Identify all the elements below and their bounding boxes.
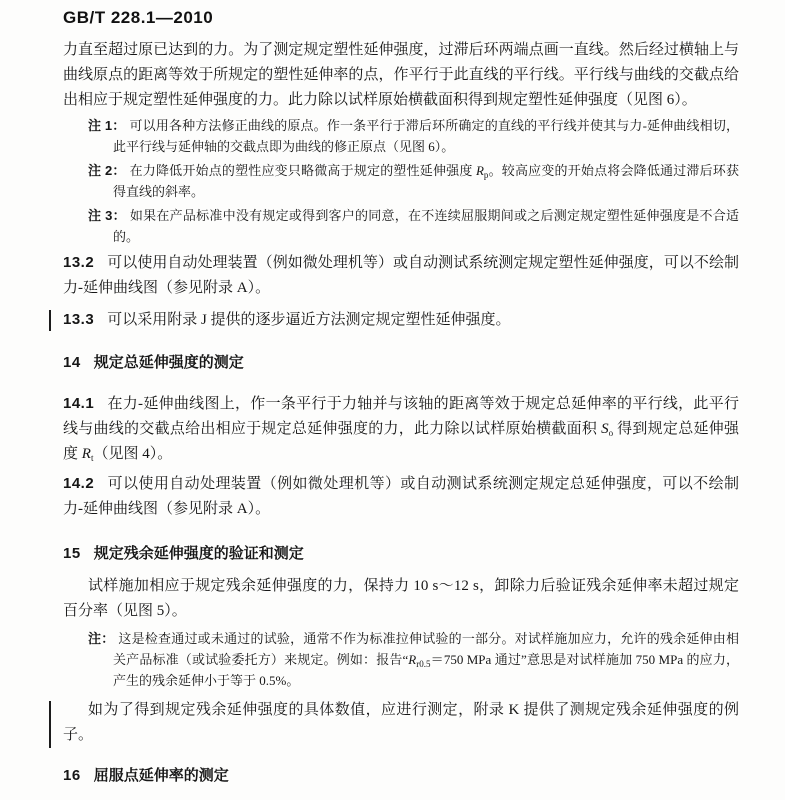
clause-14-1-text-3: （见图 4）。 <box>93 446 173 462</box>
note-15-label: 注： <box>88 631 115 646</box>
section-heading-14 <box>63 353 739 373</box>
notes-clause-13 <box>63 115 739 247</box>
note-15-text-1: 这是检查通过或未通过的试验，通常不作为标准拉伸试验的一部分。对试样施加应力，允许的残余延伸由相关产品标准（或试验委托方）来规定。例如：报告“ <box>113 631 739 667</box>
section-16-title: 屈服点延伸率的测定 <box>93 767 229 784</box>
para-15-2 <box>63 698 739 748</box>
section-15-title: 规定残余延伸强度的验证和测定 <box>93 545 304 562</box>
note-3-label: 注 3： <box>88 208 126 223</box>
clause-14-1-text-1: 在力-延伸曲线图上，作一条平行于力轴并与该轴的距离等效于规定总延伸率的平行线，此平行线与曲线的交截点给出相应于规定总延伸强度的力，此力除以试样原始横截面积 <box>63 396 739 437</box>
doc-number: GB/T 228.1—2010 <box>63 8 214 27</box>
symbol-Rr05-subscript: r0.5 <box>416 659 431 669</box>
clause-14-1 <box>63 391 739 467</box>
revision-bar-13-3 <box>49 310 51 331</box>
clause-14-1-number: 14.1 <box>63 395 95 412</box>
symbol-Rr05: R <box>408 652 417 667</box>
section-16-number: 16 <box>63 767 81 784</box>
section-heading-15 <box>63 544 739 564</box>
note-2 <box>63 160 739 202</box>
clause-13-3 <box>63 307 739 333</box>
clause-13-2-text: 可以使用自动处理装置（例如微处理机等）或自动测试系统测定规定塑性延伸强度，可以不绘制力-延伸曲线图（参见附录 A）。 <box>63 255 739 296</box>
section-14-title: 规定总延伸强度的测定 <box>93 354 244 371</box>
note-3 <box>63 205 739 247</box>
note-1-text: 可以用各种方法修正曲线的原点。作一条平行于滞后环所确定的直线的平行线并使其与力-延伸曲线相切，此平行线与延伸轴的交截点即为曲线的修正原点（见图 6）。 <box>113 118 739 154</box>
symbol-So: S <box>601 421 609 437</box>
para-15-1 <box>63 574 739 624</box>
symbol-Rp-subscript: p <box>483 170 489 180</box>
symbol-Rt: R <box>81 446 91 462</box>
note-15-text-2: ＝750 MPa 通过”意思是对试样施加 750 MPa 的应力，产生的残余延伸小于等于 0.5%。 <box>113 652 739 688</box>
note-1-label: 注 1： <box>88 118 126 133</box>
clause-13-2 <box>63 250 739 301</box>
section-15-number: 15 <box>63 545 81 562</box>
clause-13-2-number: 13.2 <box>63 254 95 271</box>
para-13-1-continuation <box>63 38 739 113</box>
para-15-1-text: 试样施加相应于规定残余延伸强度的力，保持力 10 s～12 s，卸除力后验证残余延伸率未超过规定百分率（见图 5）。 <box>63 578 739 619</box>
note-2-text-1: 在力降低开始点的塑性应变只略微高于规定的塑性延伸强度 <box>129 163 476 178</box>
note-15 <box>63 628 739 691</box>
note-1 <box>63 115 739 157</box>
clause-13-3-text: 可以采用附录 J 提供的逐步逼近方法测定规定塑性延伸强度。 <box>107 312 511 328</box>
symbol-Rt-subscript: t <box>90 453 94 463</box>
clause-13-3-number: 13.3 <box>63 311 95 328</box>
para-13-1-text: 力直至超过原已达到的力。为了测定规定塑性延伸强度，过滞后环两端点画一直线。然后经过横轴上与曲线原点的距离等效于所规定的塑性延伸率的点，作平行于此直线的平行线。平行线与曲线的交截点给出相应于规定塑性延伸强度的力。此力除以试样原始横截面积得到规定塑性延伸强度（见图 6）。 <box>63 42 739 108</box>
clause-14-2 <box>63 471 739 522</box>
section-heading-16 <box>63 766 739 786</box>
revision-bar-15-2 <box>49 701 51 748</box>
symbol-So-subscript: o <box>608 428 614 438</box>
clause-14-2-number: 14.2 <box>63 475 95 492</box>
note-3-text: 如果在产品标准中没有规定或得到客户的同意，在不连续屈服期间或之后测定规定塑性延伸强度是不合适的。 <box>113 208 739 244</box>
clause-14-1-text-2: 得到规定总延伸强度 <box>63 421 739 462</box>
para-15-2-text: 如为了得到规定残余延伸强度的具体数值，应进行测定，附录 K 提供了测规定残余延伸强度的例子。 <box>63 702 739 743</box>
clause-14-2-text: 可以使用自动处理装置（例如微处理机等）或自动测试系统测定规定总延伸强度，可以不绘制力-延伸曲线图（参见附录 A）。 <box>63 476 739 517</box>
note-2-text-2: 。较高应变的开始点将会降低通过滞后环获得直线的斜率。 <box>113 163 739 199</box>
symbol-Rp: R <box>475 163 484 178</box>
note-2-label: 注 2： <box>88 163 126 178</box>
section-14-number: 14 <box>63 354 81 371</box>
